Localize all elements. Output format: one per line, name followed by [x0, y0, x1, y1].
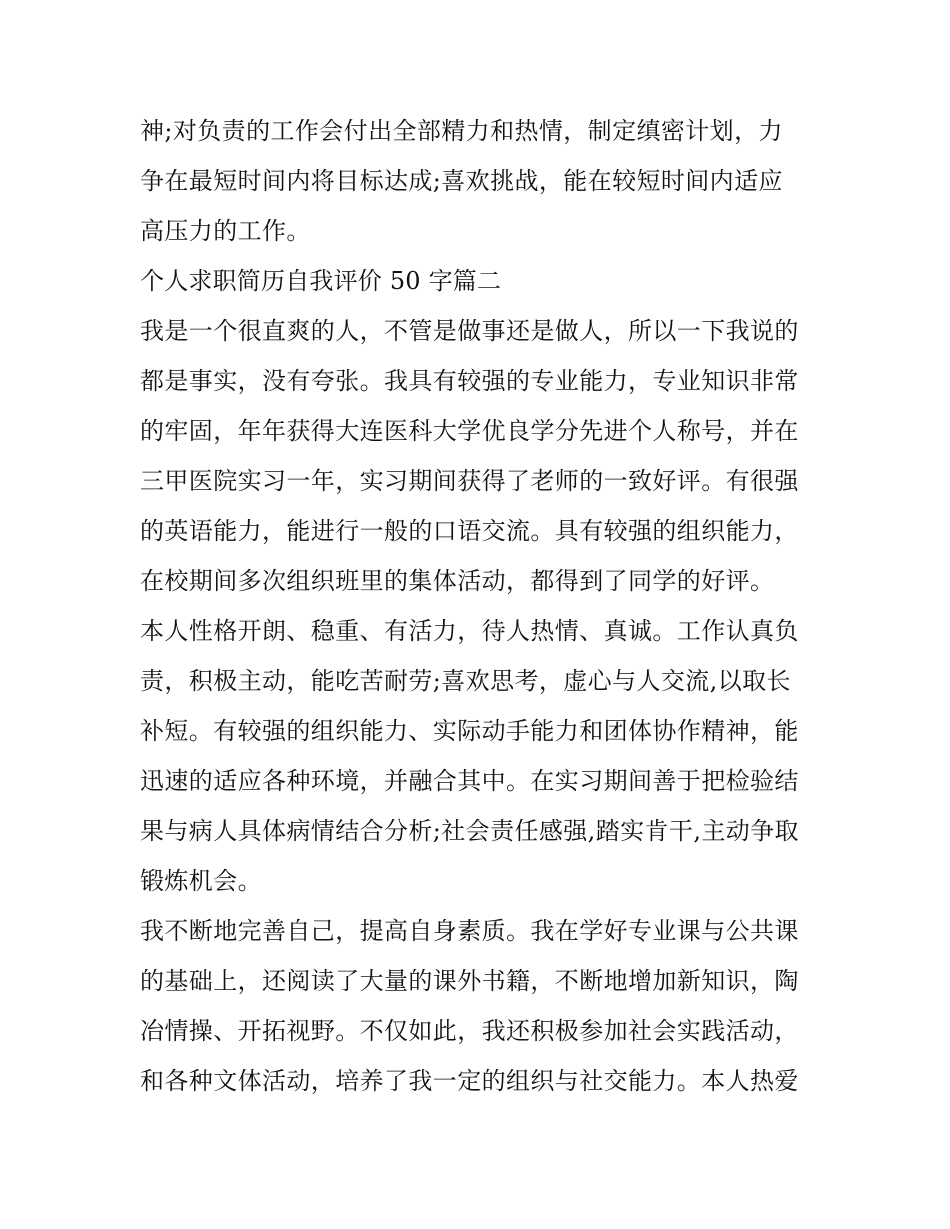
- text-line: 责，积极主动，能吃苦耐劳;喜欢思考，虚心与人交流,以取长: [140, 667, 791, 695]
- text-line: 高压力的工作。: [140, 217, 311, 245]
- text-line: 本人性格开朗、稳重、有活力，待人热情、真诚。工作认真负: [140, 617, 799, 645]
- document-body: [140, 106, 820, 1106]
- text-line: 和各种文体活动，培养了我一定的组织与社交能力。本人热爱: [140, 1067, 799, 1095]
- text-line: 果与病人具体病情结合分析;社会责任感强,踏实肯干,主动争取: [140, 817, 799, 845]
- text-line: 都是事实，没有夸张。我具有较强的专业能力，专业知识非常: [140, 367, 799, 395]
- text-line: 在校期间多次组织班里的集体活动，都得到了同学的好评。: [140, 567, 775, 595]
- text-line: 补短。有较强的组织能力、实际动手能力和团体协作精神，能: [140, 717, 799, 745]
- text-line: 我不断地完善自己，提高自身素质。我在学好专业课与公共课: [140, 917, 799, 945]
- text-line: 争在最短时间内将目标达成;喜欢挑战，能在较短时间内适应: [140, 167, 783, 195]
- text-line: 的英语能力，能进行一般的口语交流。具有较强的组织能力，: [140, 517, 799, 545]
- text-line: 神;对负责的工作会付出全部精力和热情，制定缜密计划，力: [140, 117, 783, 145]
- section-heading: 个人求职简历自我评价 50 字篇二: [140, 267, 502, 295]
- text-line: 锻炼机会。: [140, 867, 262, 895]
- text-line: 的牢固，年年获得大连医科大学优良学分先进个人称号，并在: [140, 417, 799, 445]
- text-line: 迅速的适应各种环境，并融合其中。在实习期间善于把检验结: [140, 767, 799, 795]
- text-line: 三甲医院实习一年，实习期间获得了老师的一致好评。有很强: [140, 467, 799, 495]
- text-line: 冶情操、开拓视野。不仅如此，我还积极参加社会实践活动，: [140, 1017, 799, 1045]
- text-line: 的基础上，还阅读了大量的课外书籍，不断地增加新知识，陶: [140, 967, 799, 995]
- text-line: 我是一个很直爽的人，不管是做事还是做人，所以一下我说的: [140, 317, 799, 345]
